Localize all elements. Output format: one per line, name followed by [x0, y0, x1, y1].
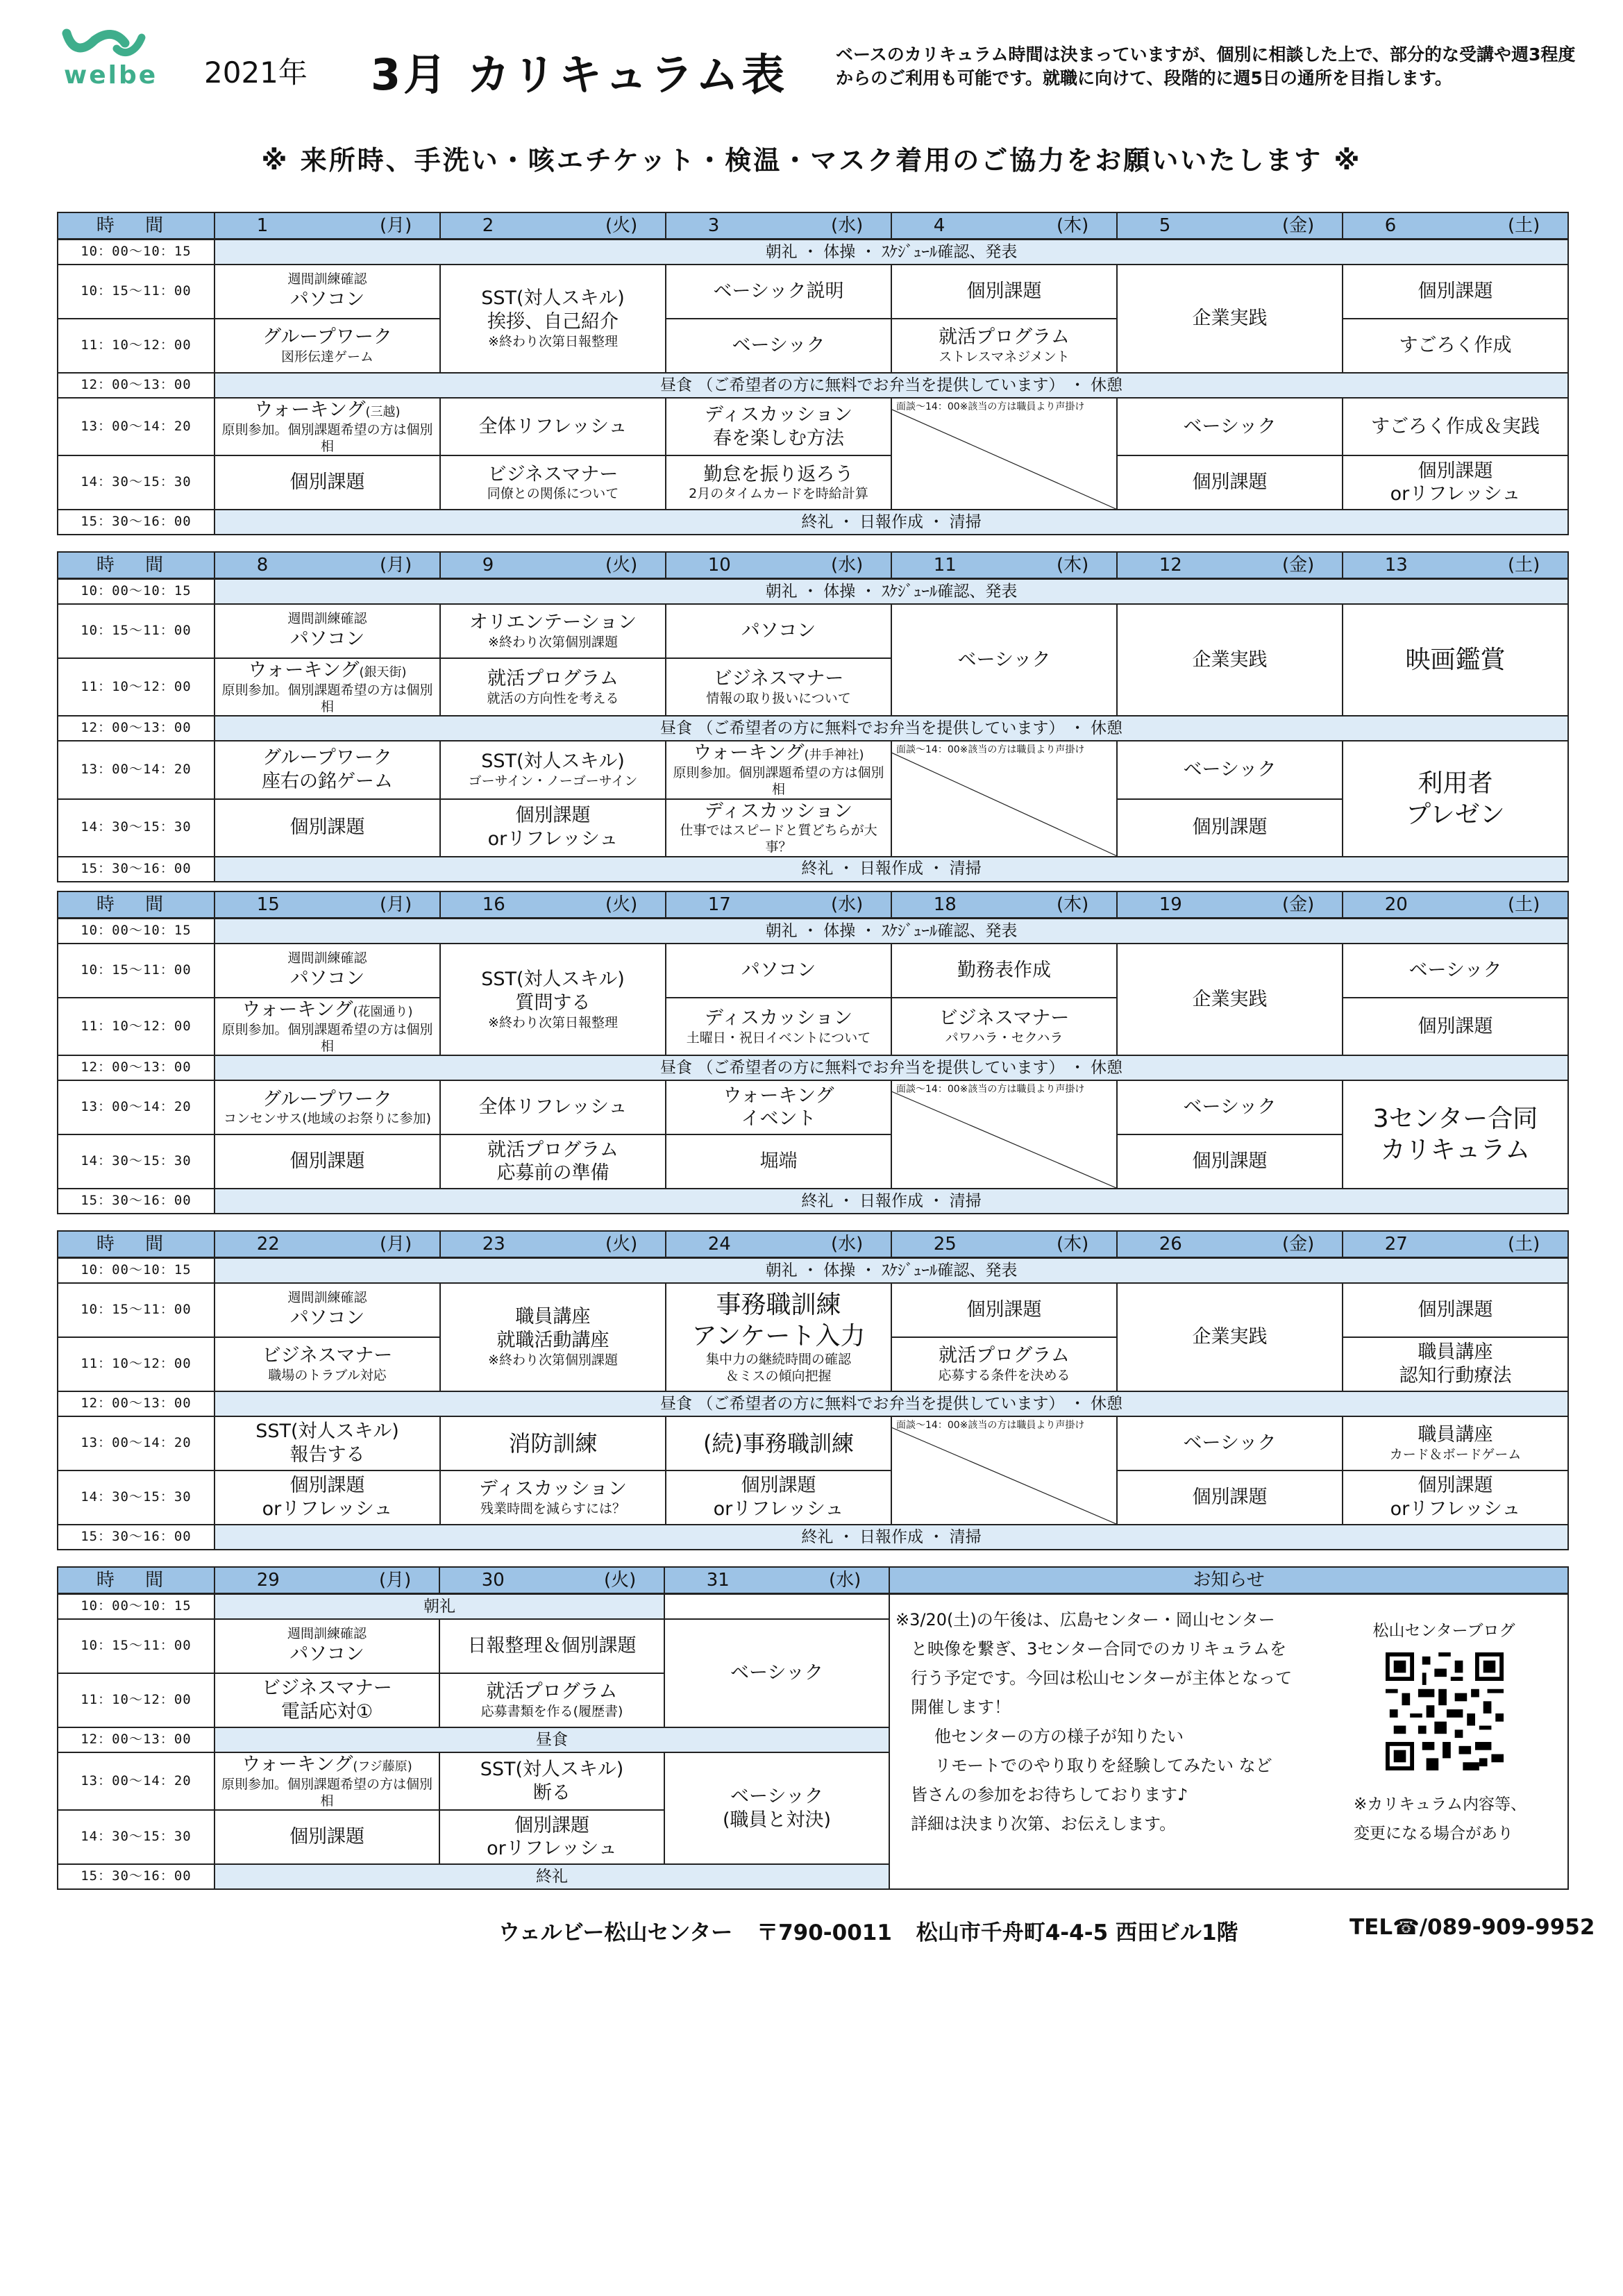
curriculum-cell: グループワーク 図形伝達ゲーム	[215, 319, 440, 373]
closing-band: 終礼	[215, 1864, 889, 1889]
week-4-table	[57, 1230, 1569, 1550]
curriculum-cell: 個別課題 orリフレッシュ	[440, 799, 666, 857]
time-cell: 15：30〜16：00	[58, 1525, 215, 1550]
lunch-band: 昼食 （ご希望者の方に無料でお弁当を提供しています） ・ 休憩	[215, 1055, 1568, 1080]
curriculum-cell: ベーシック	[1117, 1080, 1343, 1134]
curriculum-cell: 個別課題	[1343, 998, 1568, 1055]
morning-band: 朝礼 ・ 体操 ・ ｽｹｼﾞｭｰﾙ確認、発表	[215, 579, 1568, 605]
curriculum-cell: ディスカッション 残業時間を減らすには？	[440, 1470, 666, 1525]
closing-band: 終礼 ・ 日報作成 ・ 清掃	[215, 1189, 1568, 1214]
time-cell: 15：30〜16：00	[58, 510, 215, 535]
curriculum-cell: ビジネスマナー 情報の取り扱いについて	[666, 658, 891, 716]
curriculum-cell: 就活プログラム 応募書類を作る(履歴書)	[439, 1673, 664, 1727]
curriculum-cell: 3センター合同 カリキュラム	[1343, 1080, 1568, 1189]
interview-note: 面談〜14：00※該当の方は職員より声掛け	[896, 401, 1085, 412]
interview-cell	[891, 1416, 1117, 1525]
curriculum-cell: 個別課題	[1117, 455, 1343, 510]
day-header: 30 (火)	[439, 1567, 664, 1594]
curriculum-cell: 週間訓練確認 パソコン	[215, 944, 440, 998]
blog-note-line: ※カリキュラム内容等、	[1354, 1795, 1527, 1813]
time-cell: 11：10〜12：00	[58, 1673, 215, 1727]
interview-cell	[891, 741, 1117, 857]
curriculum-cell: 個別課題 orリフレッシュ	[1343, 1470, 1568, 1525]
day-header: 6 (土)	[1343, 212, 1568, 240]
time-header: 時 間	[58, 212, 215, 240]
curriculum-cell: ベーシック (職員と対決)	[664, 1752, 889, 1864]
closing-band: 終礼 ・ 日報作成 ・ 清掃	[215, 510, 1568, 535]
curriculum-cell: ベーシック説明	[666, 265, 891, 319]
oshirase-line: と映像を繋ぎ、3センター合同でのカリキュラムを	[911, 1639, 1287, 1659]
time-header: 時 間	[58, 552, 215, 579]
time-cell: 10：15〜11：00	[58, 265, 215, 319]
curriculum-cell: ウォーキング イベント	[666, 1080, 891, 1134]
curriculum-cell: 企業実践	[1117, 604, 1343, 716]
time-cell: 13：00〜14：20	[58, 741, 215, 798]
curriculum-cell: ウォーキング(銀天街) 原則参加。個別課題希望の方は個別相	[215, 658, 440, 716]
curriculum-cell: 勤怠を振り返ろう 2月のタイムカードを時給計算	[666, 455, 891, 510]
day-header: 23 (火)	[440, 1231, 666, 1258]
time-cell: 12：00〜13：00	[58, 1727, 215, 1752]
morning-band: 朝礼 ・ 体操 ・ ｽｹｼﾞｭｰﾙ確認、発表	[215, 240, 1568, 265]
time-header: 時 間	[58, 891, 215, 919]
curriculum-cell: 事務職訓練 アンケート入力 集中力の継続時間の確認 ＆ミスの傾向把握	[666, 1283, 891, 1391]
time-cell: 11：10〜12：00	[58, 658, 215, 716]
curriculum-cell: 個別課題	[891, 1283, 1117, 1337]
week-1-table	[57, 212, 1569, 535]
curriculum-cell: ベーシック	[1117, 741, 1343, 798]
curriculum-cell: ウォーキング(花園通り) 原則参加。個別課題希望の方は個別相	[215, 998, 440, 1055]
lunch-band: 昼食 （ご希望者の方に無料でお弁当を提供しています） ・ 休憩	[215, 716, 1568, 741]
day-header: 20 (土)	[1343, 891, 1568, 919]
time-cell: 12：00〜13：00	[58, 373, 215, 398]
time-cell: 10：00〜10：15	[58, 1594, 215, 1620]
oshirase-line: 皆さんの参加をお待ちしております♪	[911, 1785, 1188, 1804]
curriculum-cell: 個別課題	[215, 455, 440, 510]
curriculum-cell: 企業実践	[1117, 1283, 1343, 1391]
day-header: 26 (金)	[1117, 1231, 1343, 1258]
interview-cell	[891, 398, 1117, 510]
curriculum-cell: パソコン	[666, 944, 891, 998]
curriculum-cell: ビジネスマナー 同僚との関係について	[440, 455, 666, 510]
welbe-logo	[58, 28, 158, 97]
time-cell: 10：00〜10：15	[58, 919, 215, 944]
diagonal-line-icon	[892, 399, 1116, 509]
curriculum-cell: 就活プログラム ストレスマネジメント	[891, 319, 1117, 373]
day-header: 13 (土)	[1343, 552, 1568, 579]
day-header: 4 (木)	[891, 212, 1117, 240]
curriculum-cell: ディスカッション 春を楽しむ方法	[666, 398, 891, 455]
lunch-band: 昼食 （ご希望者の方に無料でお弁当を提供しています） ・ 休憩	[215, 373, 1568, 398]
curriculum-cell: SST(対人スキル) ゴーサイン・ノーゴーサイン	[440, 741, 666, 798]
week-3-table	[57, 891, 1569, 1214]
year: 2021年	[204, 56, 308, 90]
time-cell: 10：00〜10：15	[58, 240, 215, 265]
curriculum-cell: 職員講座 認知行動療法	[1343, 1337, 1568, 1391]
curriculum-cell: グループワーク 座右の銘ゲーム	[215, 741, 440, 798]
curriculum-cell: ウォーキング(三越) 原則参加。個別課題希望の方は個別相	[215, 398, 440, 455]
oshirase-line: 開催します！	[911, 1698, 1011, 1717]
time-cell: 15：30〜16：00	[58, 857, 215, 882]
curriculum-cell: ベーシック	[1343, 944, 1568, 998]
day-header: 31 (水)	[664, 1567, 889, 1594]
interview-note: 面談〜14：00※該当の方は職員より声掛け	[896, 1420, 1085, 1431]
curriculum-cell: ビジネスマナー 電話応対①	[215, 1673, 439, 1727]
curriculum-cell: 日報整理＆個別課題	[439, 1619, 664, 1673]
time-cell: 10：00〜10：15	[58, 1258, 215, 1284]
day-header: 5 (金)	[1117, 212, 1343, 240]
lunch-band: 昼食 （ご希望者の方に無料でお弁当を提供しています） ・ 休憩	[215, 1391, 1568, 1416]
morning-band: 朝礼 ・ 体操 ・ ｽｹｼﾞｭｰﾙ確認、発表	[215, 1258, 1568, 1284]
oshirase-line: リモートでのやり取りを経験してみたい など	[934, 1756, 1272, 1775]
curriculum-cell: ビジネスマナー 職場のトラブル対応	[215, 1337, 440, 1391]
curriculum-cell: 個別課題	[1117, 1470, 1343, 1525]
curriculum-cell: 個別課題	[1343, 265, 1568, 319]
address: 松山市千舟町4-4-5 西田ビル1階	[916, 1920, 1238, 1945]
time-header: 時 間	[58, 1567, 215, 1594]
time-cell: 10：15〜11：00	[58, 1283, 215, 1337]
diagonal-line-icon	[892, 741, 1116, 856]
empty-cell	[664, 1594, 889, 1620]
day-header: 17 (水)	[666, 891, 891, 919]
curriculum-cell: 個別課題	[215, 1810, 439, 1864]
curriculum-cell: 週間訓練確認 パソコン	[215, 265, 440, 319]
curriculum-cell: SST(対人スキル) 挨拶、自己紹介 ※終わり次第日報整理	[440, 265, 666, 373]
oshirase-text	[895, 1605, 1340, 1838]
curriculum-cell: 全体リフレッシュ	[440, 398, 666, 455]
curriculum-cell: 全体リフレッシュ	[440, 1080, 666, 1134]
curriculum-cell: ベーシック	[1117, 1416, 1343, 1470]
curriculum-cell: 個別課題	[891, 265, 1117, 319]
time-cell: 11：10〜12：00	[58, 319, 215, 373]
closing-band: 終礼 ・ 日報作成 ・ 清掃	[215, 1525, 1568, 1550]
curriculum-cell: ウォーキング(フジ藤原) 原則参加。個別課題希望の方は個別相	[215, 1752, 439, 1810]
day-header: 27 (土)	[1343, 1231, 1568, 1258]
curriculum-cell: ウォーキング(井手神社) 原則参加。個別課題希望の方は個別相	[666, 741, 891, 798]
day-header: 12 (金)	[1117, 552, 1343, 579]
curriculum-cell: 個別課題 orリフレッシュ	[1343, 455, 1568, 510]
day-header: 11 (木)	[891, 552, 1117, 579]
closing-band: 終礼 ・ 日報作成 ・ 清掃	[215, 857, 1568, 882]
time-cell: 13：00〜14：20	[58, 1752, 215, 1810]
day-header: 8 (月)	[215, 552, 440, 579]
diagonal-line-icon	[892, 1417, 1116, 1524]
curriculum-cell: 週間訓練確認 パソコン	[215, 1619, 439, 1673]
morning-band: 朝礼	[215, 1594, 664, 1620]
curriculum-cell: ビジネスマナー パワハラ・セクハラ	[891, 998, 1117, 1055]
oshirase-header: お知らせ	[889, 1567, 1568, 1594]
curriculum-cell: ベーシック	[891, 604, 1117, 716]
time-cell: 10：15〜11：00	[58, 1619, 215, 1673]
day-header: 24 (水)	[666, 1231, 891, 1258]
day-header: 2 (火)	[440, 212, 666, 240]
curriculum-cell: 週間訓練確認 パソコン	[215, 1283, 440, 1337]
time-cell: 12：00〜13：00	[58, 1391, 215, 1416]
time-cell: 14：30〜15：30	[58, 1810, 215, 1864]
day-header: 18 (木)	[891, 891, 1117, 919]
curriculum-cell: ベーシック	[1117, 398, 1343, 455]
time-cell: 12：00〜13：00	[58, 1055, 215, 1080]
curriculum-cell: すごろく作成	[1343, 319, 1568, 373]
curriculum-cell: SST(対人スキル) 報告する	[215, 1416, 440, 1470]
blog-note-line: 変更になる場合があり	[1354, 1825, 1513, 1843]
interview-note: 面談〜14：00※該当の方は職員より声掛け	[896, 1084, 1085, 1096]
curriculum-cell: ディスカッション 土曜日・祝日イベントについて	[666, 998, 891, 1055]
time-cell: 10：00〜10：15	[58, 579, 215, 605]
curriculum-cell: 職員講座 就職活動講座 ※終わり次第個別課題	[440, 1283, 666, 1391]
time-cell: 11：10〜12：00	[58, 1337, 215, 1391]
time-cell: 14：30〜15：30	[58, 799, 215, 857]
curriculum-cell: 個別課題	[215, 1134, 440, 1189]
day-header: 15 (月)	[215, 891, 440, 919]
blog-note	[1354, 1790, 1555, 1848]
day-header: 29 (月)	[215, 1567, 439, 1594]
curriculum-cell: 個別課題 orリフレッシュ	[666, 1470, 891, 1525]
curriculum-cell: SST(対人スキル) 質問する ※終わり次第日報整理	[440, 944, 666, 1055]
diagonal-line-icon	[892, 1081, 1116, 1188]
oshirase-line: 詳細は決まり次第、お伝えします。	[911, 1814, 1177, 1834]
blog-label: 松山センターブログ	[1372, 1622, 1515, 1640]
time-cell: 12：00〜13：00	[58, 716, 215, 741]
phone-number[interactable]: TEL☎/089-909-9952	[1349, 1915, 1595, 1940]
curriculum-cell: オリエンテーション ※終わり次第個別課題	[440, 604, 666, 658]
curriculum-cell: 個別課題	[1117, 799, 1343, 857]
center-name: ウェルビー松山センター	[498, 1920, 733, 1945]
day-header: 22 (月)	[215, 1231, 440, 1258]
qr-code-icon[interactable]	[1386, 1652, 1504, 1770]
curriculum-cell: 消防訓練	[440, 1416, 666, 1470]
curriculum-cell: 企業実践	[1117, 265, 1343, 373]
interview-note: 面談〜14：00※該当の方は職員より声掛け	[896, 744, 1085, 756]
week-2-table	[57, 551, 1569, 882]
curriculum-cell: 企業実践	[1117, 944, 1343, 1055]
oshirase-line: ※3/20(土)の午後は、広島センター・岡山センター	[895, 1610, 1275, 1629]
time-cell: 13：00〜14：20	[58, 1416, 215, 1470]
curriculum-cell: 個別課題	[1343, 1283, 1568, 1337]
time-header: 時 間	[58, 1231, 215, 1258]
footer-address	[498, 1915, 1255, 1946]
time-cell: 11：10〜12：00	[58, 998, 215, 1055]
lunch-band: 昼食	[215, 1727, 889, 1752]
curriculum-cell: 職員講座 カード＆ボードゲーム	[1343, 1416, 1568, 1470]
oshirase-line: 行う予定です。今回は松山センターが主体となって	[911, 1668, 1293, 1688]
time-cell: 14：30〜15：30	[58, 1134, 215, 1189]
curriculum-cell: グループワーク コンセンサス(地域のお祭りに参加)	[215, 1080, 440, 1134]
logo-text: welbe	[64, 61, 158, 90]
day-header: 1 (月)	[215, 212, 440, 240]
time-cell: 15：30〜16：00	[58, 1864, 215, 1889]
curriculum-cell: SST(対人スキル) 断る	[439, 1752, 664, 1810]
oshirase-line: 他センターの方の様子が知りたい	[934, 1727, 1184, 1746]
curriculum-cell: 個別課題	[215, 799, 440, 857]
wave-logo-icon	[58, 28, 149, 62]
time-cell: 10：15〜11：00	[58, 604, 215, 658]
week-5-table	[57, 1566, 1569, 1890]
time-cell: 14：30〜15：30	[58, 455, 215, 510]
curriculum-cell: 就活プログラム 応募する条件を決める	[891, 1337, 1117, 1391]
curriculum-cell: 利用者 プレゼン	[1343, 741, 1568, 857]
day-header: 10 (水)	[666, 552, 891, 579]
day-header: 3 (水)	[666, 212, 891, 240]
time-cell: 14：30〜15：30	[58, 1470, 215, 1525]
page-header	[58, 28, 1576, 100]
header-note: ベースのカリキュラム時間は決まっていますが、個別に相談した上で、部分的な受講や週3程度からのご利用も可能です。就職に向けて、段階的に週5日の通所を目指します。	[836, 44, 1576, 88]
day-header: 9 (火)	[440, 552, 666, 579]
curriculum-cell: 個別課題	[1117, 1134, 1343, 1189]
curriculum-cell: ディスカッション 仕事ではスピードと質どちらが大事？	[666, 799, 891, 857]
time-cell: 10：15〜11：00	[58, 944, 215, 998]
day-header: 16 (火)	[440, 891, 666, 919]
time-cell: 13：00〜14：20	[58, 398, 215, 455]
zip-code: 〒790-0011	[757, 1920, 892, 1945]
interview-cell	[891, 1080, 1117, 1189]
curriculum-cell: ベーシック	[666, 319, 891, 373]
curriculum-cell: すごろく作成＆実践	[1343, 398, 1568, 455]
notice-banner: ※ 来所時、手洗い・咳エチケット・検温・マスク着用のご協力をお願いいたします ※	[261, 145, 1362, 176]
curriculum-cell: (続)事務職訓練	[666, 1416, 891, 1470]
curriculum-cell: 堀端	[666, 1134, 891, 1189]
curriculum-cell: 就活プログラム 応募前の準備	[440, 1134, 666, 1189]
morning-band: 朝礼 ・ 体操 ・ ｽｹｼﾞｭｰﾙ確認、発表	[215, 919, 1568, 944]
day-header: 19 (金)	[1117, 891, 1343, 919]
day-header: 25 (木)	[891, 1231, 1117, 1258]
time-cell: 13：00〜14：20	[58, 1080, 215, 1134]
curriculum-cell: 週間訓練確認 パソコン	[215, 604, 440, 658]
curriculum-cell: 個別課題 orリフレッシュ	[215, 1470, 440, 1525]
curriculum-cell: 映画鑑賞	[1343, 604, 1568, 716]
time-cell: 15：30〜16：00	[58, 1189, 215, 1214]
page-title: 3月 カリキュラム表	[371, 49, 788, 100]
curriculum-cell: 個別課題 orリフレッシュ	[439, 1810, 664, 1864]
curriculum-cell: 勤務表作成	[891, 944, 1117, 998]
curriculum-cell: 就活プログラム 就活の方向性を考える	[440, 658, 666, 716]
curriculum-cell: パソコン	[666, 604, 891, 658]
curriculum-cell: ベーシック	[664, 1619, 889, 1727]
